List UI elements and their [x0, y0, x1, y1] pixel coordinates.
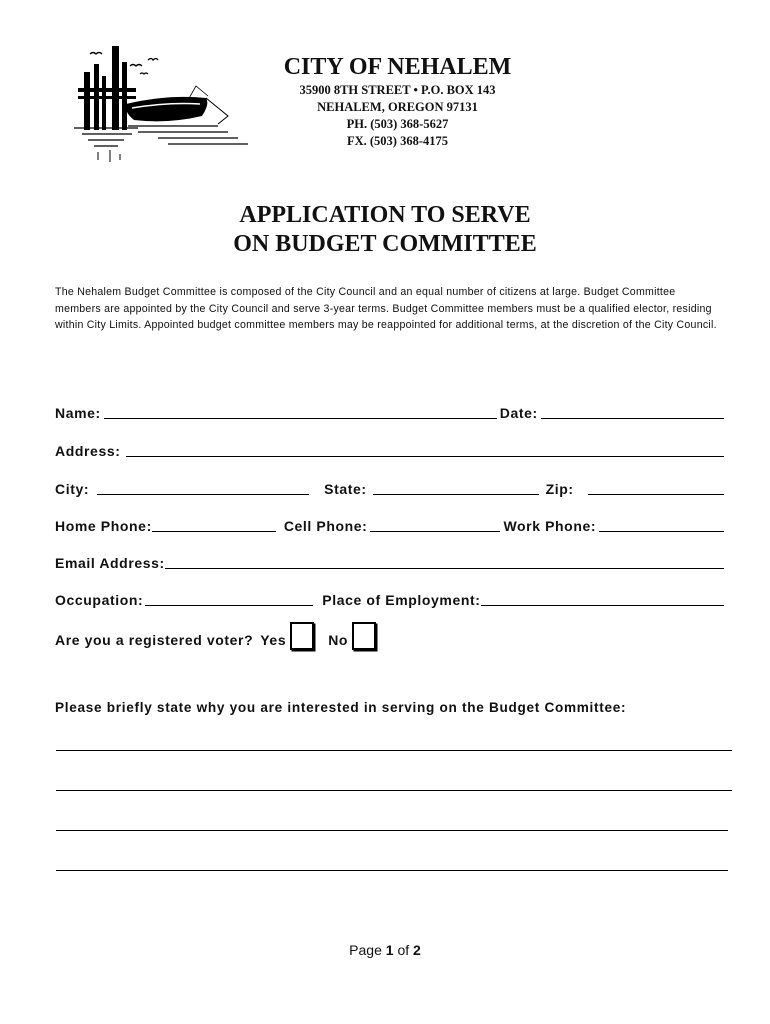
- registered-voter-row: [55, 622, 376, 650]
- date-label: Date:: [499, 405, 538, 421]
- city-label: City:: [55, 481, 90, 497]
- occupation-field[interactable]: [145, 589, 313, 606]
- date-field[interactable]: [541, 402, 724, 419]
- fax-number: FX. (503) 368-4175: [346, 134, 449, 148]
- home-phone-label: Home Phone:: [55, 518, 152, 534]
- voter-no-checkbox[interactable]: [352, 622, 376, 650]
- voter-no-label: No: [328, 632, 349, 648]
- zip-field[interactable]: [588, 478, 724, 495]
- work-phone-label: Work Phone:: [503, 518, 597, 534]
- interest-question: Please briefly state why you are interested in serving on the Budget Committee:: [55, 700, 627, 715]
- city-state-zip-row: [55, 478, 727, 498]
- employment-field[interactable]: [481, 589, 724, 606]
- voter-yes-checkbox[interactable]: [290, 622, 314, 650]
- email-label: Email Address:: [55, 555, 165, 571]
- state-label: State:: [324, 481, 367, 497]
- page-word: Page: [349, 942, 382, 958]
- boat-dock-logo-icon: [68, 42, 258, 167]
- answer-line[interactable]: [56, 830, 728, 831]
- work-phone-field[interactable]: [599, 515, 724, 532]
- phone-number: PH. (503) 368-5627: [346, 117, 449, 131]
- of-word: of: [397, 942, 410, 958]
- name-label: Name:: [55, 405, 101, 421]
- phone-row: [55, 515, 727, 535]
- answer-line[interactable]: [56, 750, 732, 751]
- organization-header: [240, 52, 555, 150]
- name-date-row: [55, 402, 727, 422]
- zip-label: Zip:: [545, 481, 574, 497]
- answer-line[interactable]: [56, 790, 732, 791]
- answer-line[interactable]: [56, 870, 728, 871]
- state-field[interactable]: [373, 478, 539, 495]
- address-field[interactable]: [126, 440, 724, 457]
- address-label: Address:: [55, 443, 121, 459]
- address-row: [55, 440, 727, 460]
- intro-paragraph: The Nehalem Budget Committee is composed of the City Council and an equal number of citizens at large. Budget Committee members are appointed by the City Council and serve 3-year terms. Budget Committee members must be a qualified elector, residing within City Limits. Appointed budget committee members may be reappointed for additional terms, at the discretion of the City Council.: [55, 286, 717, 331]
- document-title-line-2: ON BUDGET COMMITTEE: [233, 231, 537, 257]
- voter-yes-label: Yes: [260, 632, 287, 648]
- home-phone-field[interactable]: [152, 515, 276, 532]
- voter-question: Are you a registered voter?: [55, 632, 254, 648]
- email-row: [55, 552, 727, 572]
- address-line-1: 35900 8TH STREET • P.O. BOX 143: [299, 83, 496, 97]
- page-footer: [0, 942, 770, 958]
- city-field[interactable]: [97, 478, 309, 495]
- employment-label: Place of Employment:: [322, 592, 481, 608]
- email-field[interactable]: [165, 552, 724, 569]
- occupation-row: [55, 589, 727, 609]
- name-field[interactable]: [104, 402, 497, 419]
- total-pages: 2: [413, 942, 421, 958]
- cell-phone-label: Cell Phone:: [283, 518, 368, 534]
- occupation-label: Occupation:: [55, 592, 144, 608]
- current-page: 1: [385, 942, 394, 958]
- document-title-line-1: APPLICATION TO SERVE: [239, 202, 531, 228]
- cell-phone-field[interactable]: [370, 515, 500, 532]
- address-line-2: NEHALEM, OREGON 97131: [317, 100, 478, 114]
- org-name: CITY OF NEHALEM: [283, 54, 512, 80]
